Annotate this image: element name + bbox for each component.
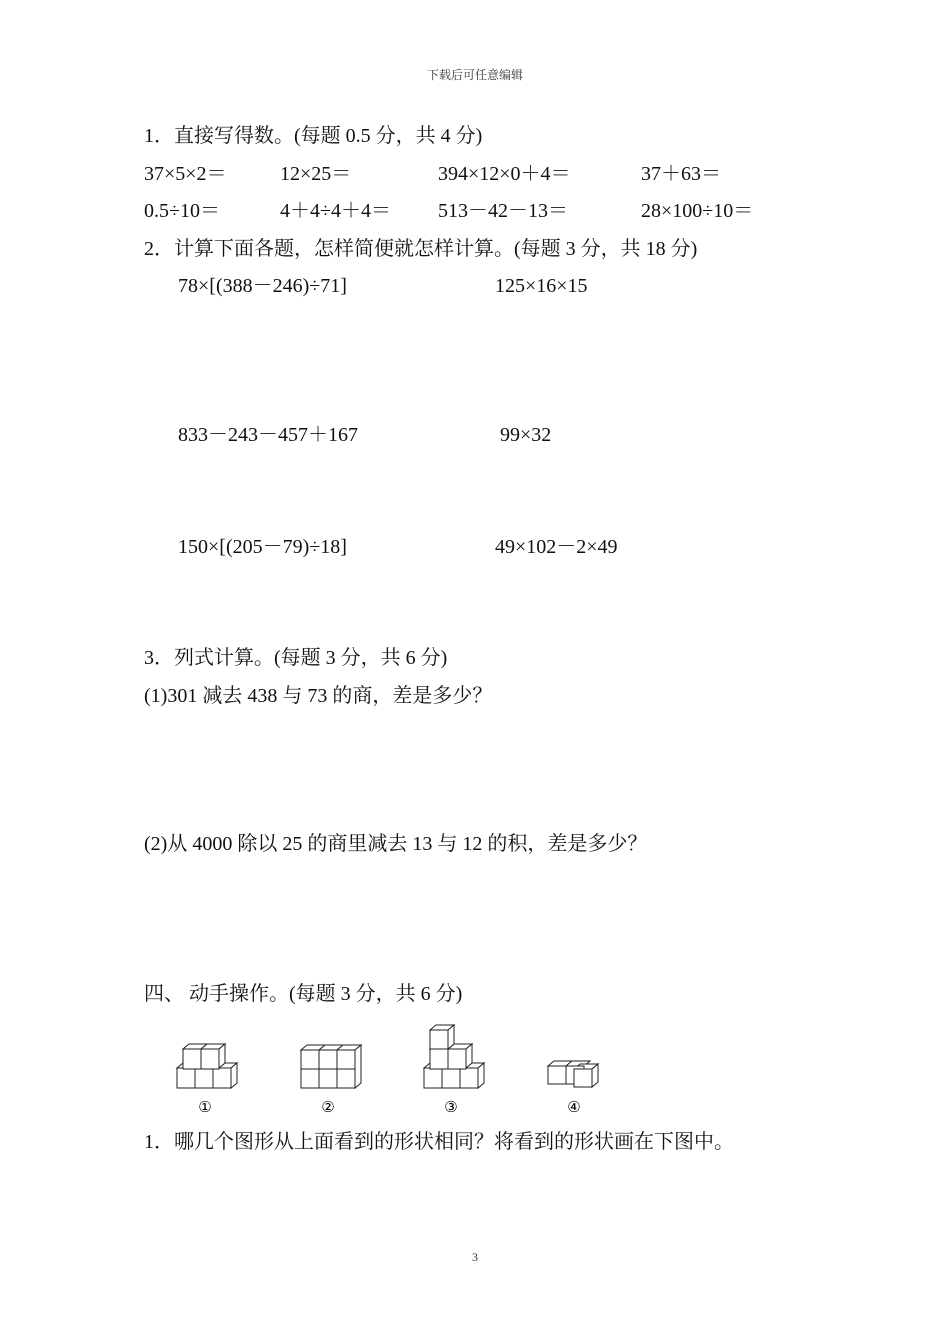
section2-title: 2．计算下面各题，怎样简便就怎样计算。(每题 3 分，共 18 分) (144, 238, 698, 260)
oral-problem-8: 28×100÷10＝ (641, 200, 754, 222)
section1-title: 1．直接写得数。(每题 0.5 分，共 4 分) (144, 125, 483, 147)
drawing-question-1: 1．哪几个图形从上面看到的形状相同？将看到的形状画在下图中。 (144, 1131, 734, 1153)
oral-problem-4: 37＋63＝ (641, 163, 721, 185)
oral-problem-1: 37×5×2＝ (144, 163, 227, 185)
oral-problem-6: 4＋4÷4＋4＝ (280, 200, 391, 222)
oral-problem-5: 0.5÷10＝ (144, 200, 220, 222)
oral-problem-7: 513－42－13＝ (438, 200, 568, 222)
cube-figure-2 (301, 1045, 361, 1088)
calc-problem-6: 49×102－2×49 (495, 536, 618, 558)
section3-title: 3．列式计算。(每题 3 分，共 6 分) (144, 647, 448, 669)
calc-problem-1: 78×[(388－246)÷71] (178, 275, 347, 297)
page-number: 3 (472, 1250, 478, 1264)
section4-title: 四、 动手操作。(每题 3 分，共 6 分) (144, 983, 463, 1005)
word-problem-1: (1)301 减去 438 与 73 的商，差是多少？ (144, 685, 493, 707)
figure-label-4: ④ (567, 1098, 581, 1116)
calc-problem-4: 99×32 (500, 424, 552, 446)
calc-problem-5: 150×[(205－79)÷18] (178, 536, 347, 558)
oral-problem-3: 394×12×0＋4＝ (438, 163, 571, 185)
cube-figure-1 (177, 1044, 237, 1088)
word-problem-2: (2)从 4000 除以 25 的商里减去 13 与 12 的积，差是多少？ (144, 833, 648, 855)
calc-problem-2: 125×16×15 (495, 275, 588, 297)
figure-label-3: ③ (444, 1098, 458, 1116)
calc-problem-3: 833－243－457＋167 (178, 424, 358, 446)
cube-figures (170, 1020, 630, 1120)
cube-figure-4 (548, 1061, 598, 1087)
page-header: 下载后可任意编辑 (426, 68, 523, 82)
figure-label-1: ① (198, 1098, 212, 1116)
oral-problem-2: 12×25＝ (280, 163, 352, 185)
figure-label-2: ② (321, 1098, 335, 1116)
cube-figure-3 (424, 1025, 484, 1088)
